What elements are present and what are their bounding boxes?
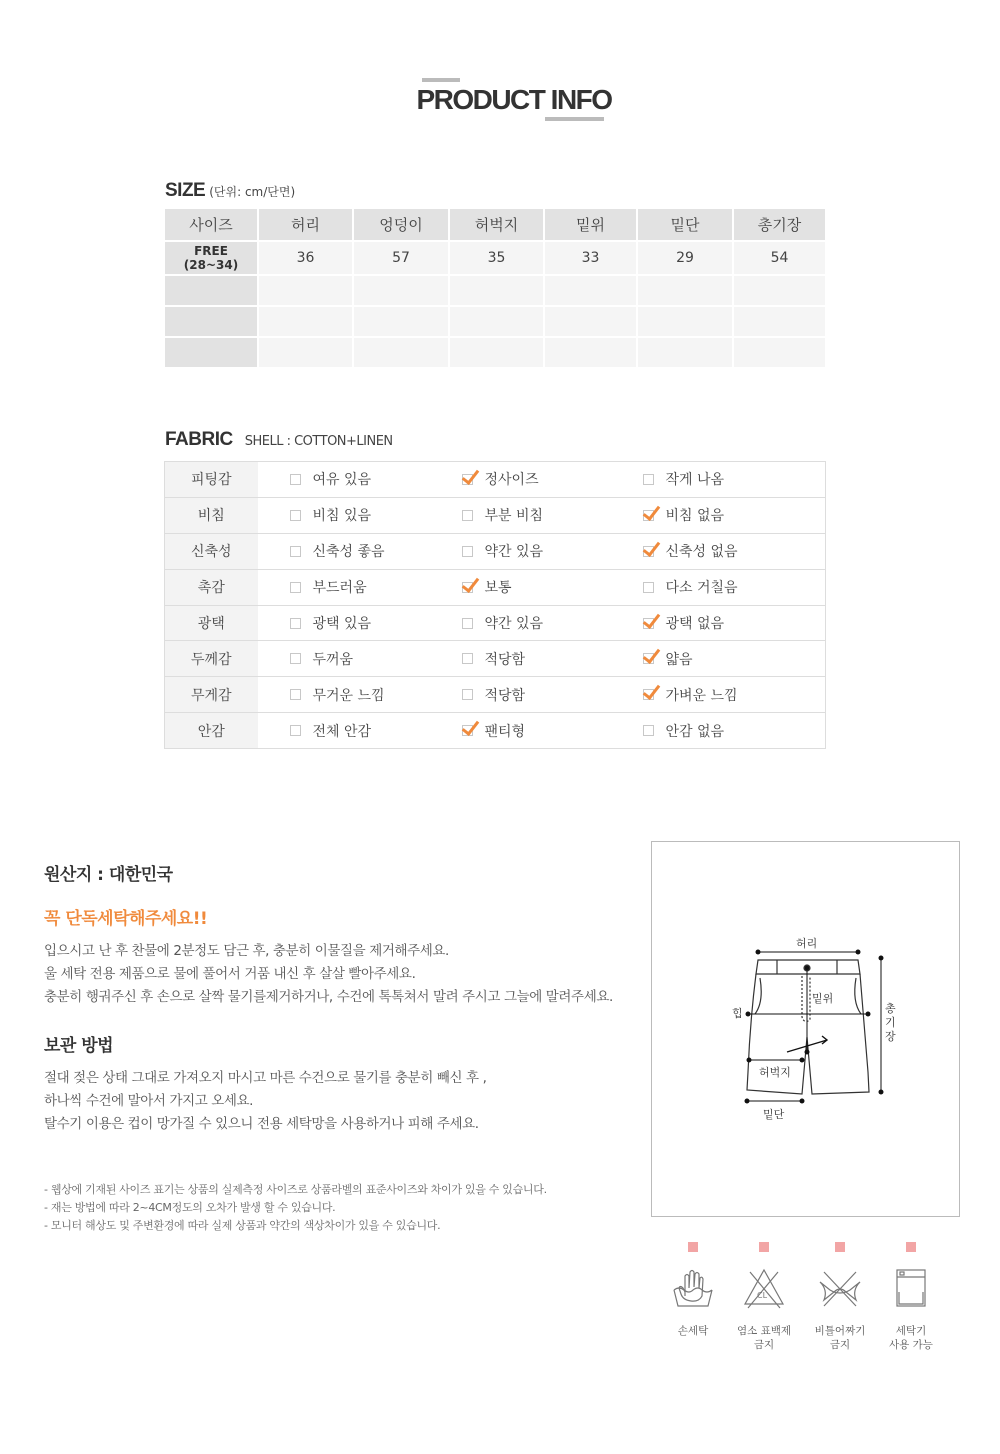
fabric-option-label: 얇음 — [665, 651, 693, 668]
fabric-option-label: 여유 있음 — [312, 472, 372, 489]
fabric-option-label: 안감 없음 — [665, 723, 725, 740]
storage-title: 보관 방법 — [44, 1036, 114, 1056]
note-line: - 재는 방법에 따라 2~4CM정도의 오차가 발생 할 수 있습니다. — [44, 1201, 336, 1214]
fabric-row-label: 신축성 — [165, 533, 258, 569]
fabric-option-label: 적당함 — [484, 687, 526, 704]
size-table-header-row — [165, 209, 827, 242]
checkbox-checked-icon — [643, 546, 654, 557]
machine-wash-icon — [889, 1266, 933, 1310]
fabric-option — [258, 462, 440, 498]
care-indicator-dot — [906, 1242, 916, 1252]
fabric-option-label: 팬티형 — [484, 723, 526, 740]
care-label — [729, 1324, 799, 1352]
care-label-line2: 사용 가능 — [889, 1339, 933, 1351]
size-header-cell: 허리 — [259, 209, 354, 242]
fabric-option-label: 약간 있음 — [484, 616, 544, 632]
storage-line: 하나씩 수건에 말아서 가지고 오세요. — [44, 1093, 254, 1109]
care-item-machine-wash — [876, 1242, 946, 1352]
size-unit: (단위: cm/단면) — [209, 185, 296, 199]
fabric-row-label: 촉감 — [165, 569, 258, 605]
fabric-option — [258, 533, 440, 569]
checkbox-icon — [290, 689, 301, 700]
size-header-cell: 총기장 — [734, 209, 827, 242]
fabric-option-label: 부분 비침 — [484, 508, 544, 525]
fabric-row — [165, 569, 826, 605]
care-label-line1: 비틀어짜기 — [814, 1325, 866, 1337]
care-label — [805, 1324, 875, 1352]
fabric-option — [258, 713, 440, 749]
care-label-line1: 손세탁 — [677, 1325, 709, 1337]
fabric-row — [165, 677, 826, 713]
note-line: - 모니터 해상도 및 주변환경에 따라 실제 상품과 약간의 색상차이가 있을 수 있습니다. — [44, 1219, 441, 1232]
fabric-row-label: 안감 — [165, 713, 258, 749]
care-indicator-dot — [688, 1242, 698, 1252]
size-value-cell: 35 — [450, 242, 545, 276]
fabric-row — [165, 641, 826, 677]
checkbox-icon — [290, 474, 301, 485]
svg-text:CL: CL — [757, 1291, 768, 1300]
diagram-label-rise: 밑위 — [812, 992, 834, 1005]
fabric-option — [440, 533, 621, 569]
fabric-option-label: 신축성 좋음 — [312, 544, 385, 561]
fabric-option — [621, 641, 826, 677]
checkbox-icon — [290, 510, 301, 521]
size-table-row — [165, 242, 827, 276]
care-label-line2: 금지 — [829, 1339, 851, 1351]
notes — [44, 1181, 547, 1235]
fabric-option-label: 비침 있음 — [312, 508, 372, 525]
fabric-option-label: 가벼운 느낌 — [665, 687, 738, 704]
fabric-option — [440, 605, 621, 641]
fabric-row-label: 무게감 — [165, 677, 258, 713]
fabric-option — [621, 462, 826, 498]
fabric-composition: SHELL : COTTON+LINEN — [244, 434, 393, 449]
fabric-option — [621, 497, 826, 533]
care-item-no-wring — [805, 1242, 875, 1352]
title-decoration-top — [422, 78, 460, 82]
fabric-option — [440, 713, 621, 749]
fabric-option — [440, 462, 621, 498]
wash-line: 울 세탁 전용 제품으로 물에 풀어서 거품 내신 후 살살 빨아주세요. — [44, 966, 416, 982]
fabric-table — [164, 461, 826, 749]
fabric-row — [165, 462, 826, 498]
title-decoration-bottom — [545, 117, 604, 121]
fabric-option — [440, 641, 621, 677]
fabric-option — [440, 497, 621, 533]
fabric-option-label: 전체 안감 — [312, 723, 372, 740]
checkbox-checked-icon — [462, 725, 473, 736]
care-label-line1: 염소 표백제 — [736, 1325, 792, 1337]
fabric-option — [621, 569, 826, 605]
fabric-row-label: 두께감 — [165, 641, 258, 677]
storage-instructions — [44, 1067, 486, 1136]
no-wring-icon — [818, 1266, 862, 1310]
size-heading-title: SIZE — [165, 180, 206, 201]
size-heading — [165, 180, 295, 202]
size-row-label — [165, 242, 259, 276]
size-header-cell: 밑위 — [545, 209, 638, 242]
fabric-option — [258, 497, 440, 533]
fabric-option — [621, 605, 826, 641]
fabric-row-label: 비침 — [165, 497, 258, 533]
fabric-option-label: 부드러움 — [312, 580, 367, 597]
note-line: - 웹상에 기재된 사이즈 표기는 상품의 실제측정 사이즈로 상품라벨의 표준사이즈와 차이가 있을 수 있습니다. — [44, 1183, 547, 1196]
fabric-option — [621, 713, 826, 749]
diagram-label-hem: 밑단 — [763, 1108, 785, 1121]
fabric-option-label: 다소 거칠음 — [665, 580, 738, 597]
storage-line: 탈수기 이용은 컵이 망가질 수 있으니 전용 세탁망을 사용하거나 피해 주세요. — [44, 1116, 479, 1132]
fabric-option-label: 비침 없음 — [665, 508, 725, 525]
fabric-heading — [165, 429, 393, 451]
diagram-label-thigh: 허벅지 — [759, 1066, 791, 1079]
size-header-cell: 허벅지 — [450, 209, 545, 242]
fabric-row — [165, 605, 826, 641]
fabric-option-label: 보통 — [484, 580, 512, 597]
fabric-option — [258, 677, 440, 713]
fabric-option-label: 무거운 느낌 — [312, 687, 385, 704]
size-table-empty-row — [165, 276, 827, 307]
checkbox-icon — [462, 618, 473, 629]
fabric-option-label: 신축성 없음 — [665, 544, 738, 561]
checkbox-icon — [462, 546, 473, 557]
fabric-option — [258, 569, 440, 605]
checkbox-checked-icon — [643, 510, 654, 521]
checkbox-icon — [462, 510, 473, 521]
fabric-row-label: 피팅감 — [165, 462, 258, 498]
fabric-option — [621, 677, 826, 713]
size-value-cell: 29 — [638, 242, 734, 276]
fabric-option — [258, 605, 440, 641]
wash-instructions — [44, 940, 613, 1009]
checkbox-icon — [290, 725, 301, 736]
checkbox-checked-icon — [643, 653, 654, 664]
size-header-cell: 사이즈 — [165, 209, 259, 242]
care-item-no-bleach — [729, 1242, 799, 1352]
size-table — [165, 209, 827, 369]
checkbox-icon — [462, 689, 473, 700]
fabric-heading-title: FABRIC — [165, 429, 233, 450]
checkbox-icon — [290, 546, 301, 557]
shorts-diagram-icon — [652, 842, 961, 1218]
storage-line: 절대 젖은 상태 그대로 가져오지 마시고 마른 수건으로 물기를 충분히 빼신 후 , — [44, 1070, 487, 1086]
fabric-row — [165, 713, 826, 749]
size-header-cell: 밑단 — [638, 209, 734, 242]
diagram-label-length: 총기장 — [885, 1002, 896, 1043]
fabric-option-label: 두꺼움 — [312, 651, 354, 668]
wash-title: 꼭 단독세탁해주세요!! — [44, 909, 208, 929]
care-indicator-dot — [835, 1242, 845, 1252]
fabric-option — [440, 569, 621, 605]
checkbox-icon — [643, 725, 654, 736]
checkbox-checked-icon — [643, 618, 654, 629]
fabric-option-label: 광택 없음 — [665, 616, 725, 632]
checkbox-icon — [643, 474, 654, 485]
care-label — [876, 1324, 946, 1352]
fabric-option-label: 광택 있음 — [312, 616, 372, 632]
no-bleach-icon — [742, 1266, 786, 1310]
size-value-cell: 36 — [259, 242, 354, 276]
wash-line: 충분히 행궈주신 후 손으로 살짝 물기를제거하거나, 수건에 톡톡쳐서 말려 주시고 그늘에 말려주세요. — [44, 989, 613, 1005]
checkbox-icon — [290, 582, 301, 593]
size-value-cell: 33 — [545, 242, 638, 276]
care-label-line2: 금지 — [753, 1339, 775, 1351]
care-label-line1: 세탁기 — [895, 1325, 927, 1337]
product-info-header — [0, 78, 1000, 128]
diagram-label-hip: 힙 — [732, 1007, 743, 1020]
size-row-label-line1: FREE — [194, 244, 228, 258]
fabric-option — [440, 677, 621, 713]
care-label — [658, 1324, 728, 1338]
checkbox-checked-icon — [462, 582, 473, 593]
origin-text: 원산지 : 대한민국 — [44, 865, 173, 885]
checkbox-icon — [462, 653, 473, 664]
diagram-label-waist: 허리 — [796, 937, 818, 950]
fabric-option-label: 작게 나옴 — [665, 472, 725, 489]
size-table-empty-row — [165, 338, 827, 369]
fabric-option-label: 적당함 — [484, 651, 526, 668]
hand-wash-icon — [671, 1266, 715, 1310]
checkbox-icon — [290, 653, 301, 664]
measurement-diagram — [651, 841, 960, 1217]
checkbox-icon — [290, 618, 301, 629]
size-table-empty-row — [165, 307, 827, 338]
fabric-row-label: 광택 — [165, 605, 258, 641]
size-value-cell: 54 — [734, 242, 827, 276]
wash-line: 입으시고 난 후 찬물에 2분정도 담근 후, 충분히 이물질을 제거해주세요. — [44, 943, 449, 959]
care-indicator-dot — [759, 1242, 769, 1252]
checkbox-icon — [643, 582, 654, 593]
size-header-cell: 엉덩이 — [354, 209, 450, 242]
fabric-row — [165, 533, 826, 569]
care-item-hand-wash — [658, 1242, 728, 1338]
size-row-label-line2: (28~34) — [183, 258, 239, 272]
checkbox-checked-icon — [643, 689, 654, 700]
checkbox-checked-icon — [462, 474, 473, 485]
fabric-option — [258, 641, 440, 677]
fabric-option-label: 정사이즈 — [484, 472, 539, 489]
fabric-row — [165, 497, 826, 533]
page-title: PRODUCT INFO — [416, 84, 612, 115]
fabric-option-label: 약간 있음 — [484, 544, 544, 561]
fabric-option — [621, 533, 826, 569]
size-value-cell: 57 — [354, 242, 450, 276]
